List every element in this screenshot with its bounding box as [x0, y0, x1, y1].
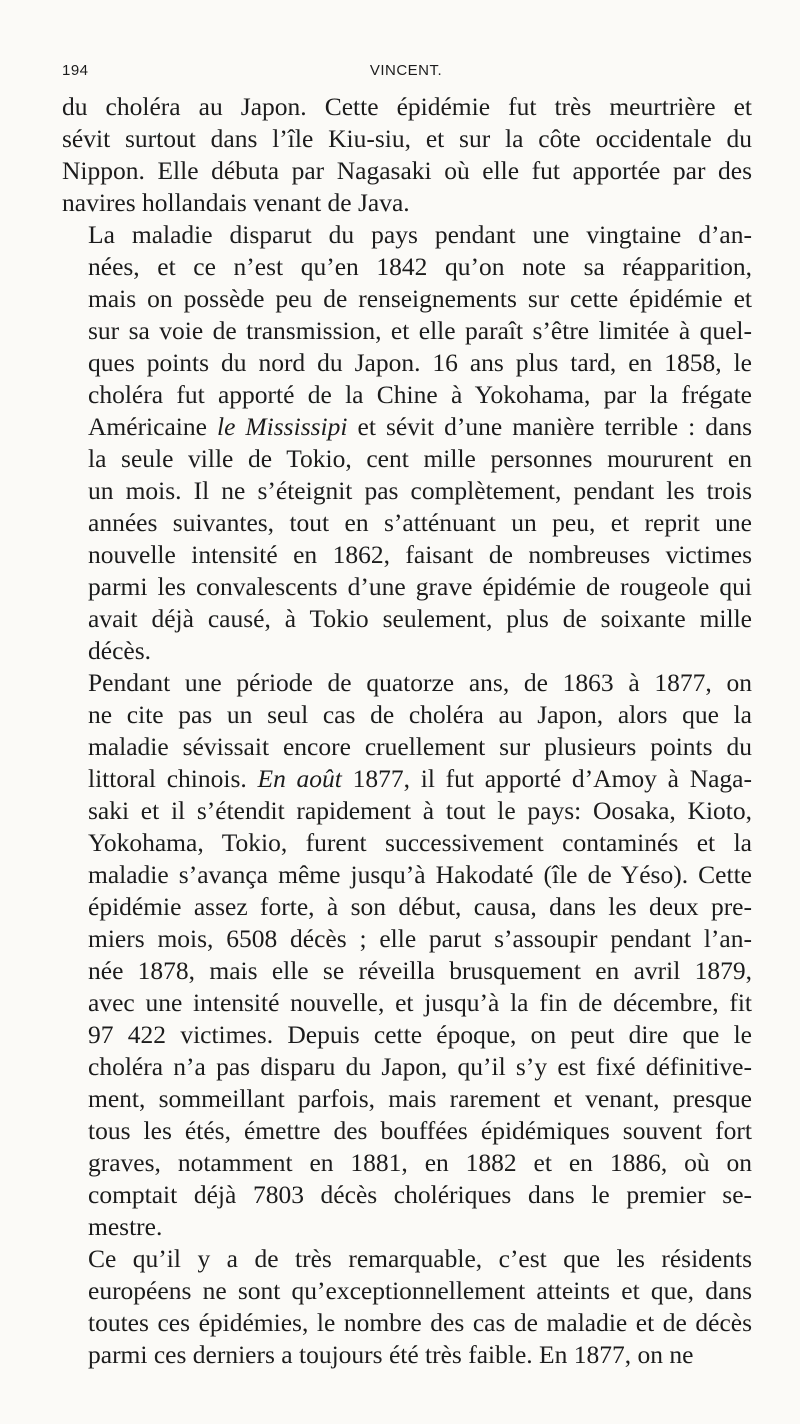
paragraph	[62, 1243, 752, 1371]
text-line: épidémie assez forte, à son début, causa, dans les deux pre-	[88, 892, 752, 921]
paragraph	[62, 219, 752, 667]
text-line: La maladie disparut du pays pendant une vingtaine d’an-	[88, 220, 752, 249]
text-line: du choléra au Japon. Cette épidémie fut très meurtrière et	[62, 92, 752, 121]
text-line: sévit surtout dans l’île Kiu-siu, et sur la côte occidentale du	[62, 124, 752, 153]
text-line: choléra fut apporté de la Chine à Yokohama, par la frégate	[88, 380, 752, 409]
text-line: parmi ces derniers a toujours été très faible. En 1877, on ne	[88, 1340, 694, 1369]
text-line: parmi les convalescents d’une grave épidémie de rougeole qui	[88, 572, 752, 601]
body-text	[62, 91, 752, 1371]
text-line: années suivantes, tout en s’atténuant un peu, et reprit une	[88, 508, 752, 537]
text-line: mais on possède peu de renseignements sur cette épidémie et	[88, 284, 752, 313]
text-line: littoral chinois. En août 1877, il fut apporté d’Amoy à Naga-	[88, 764, 752, 793]
text-line: toutes ces épidémies, le nombre des cas de maladie et de décès	[88, 1308, 752, 1337]
text-line: saki et il s’étendit rapidement à tout le pays: Oosaka, Kioto,	[88, 796, 752, 825]
text-line: nées, et ce n’est qu’en 1842 qu’on note sa réapparition,	[88, 252, 752, 281]
text-line: mestre.	[88, 1212, 163, 1241]
running-header	[62, 62, 750, 88]
paragraph	[62, 667, 752, 1243]
text-line: européens ne sont qu’exceptionnellement atteints et que, dans	[88, 1276, 752, 1305]
text-line: la seule ville de Tokio, cent mille personnes moururent en	[88, 444, 752, 473]
text-line: 97 422 victimes. Depuis cette époque, on peut dire que le	[88, 1020, 752, 1049]
text-line: Ce qu’il y a de très remarquable, c’est que les résidents	[88, 1244, 752, 1273]
text-line: sur sa voie de transmission, et elle paraît s’être limitée à quel-	[88, 316, 752, 345]
text-line: maladie sévissait encore cruellement sur plusieurs points du	[88, 732, 752, 761]
text-line: choléra n’a pas disparu du Japon, qu’il s’y est fixé définitive-	[88, 1052, 752, 1081]
text-line: ment, sommeillant parfois, mais rarement et venant, presque	[88, 1084, 752, 1113]
text-line: graves, notamment en 1881, en 1882 et en 1886, où on	[88, 1148, 752, 1177]
text-line: ne cite pas un seul cas de choléra au Japon, alors que la	[88, 700, 752, 729]
text-line: tous les étés, émettre des bouffées épidémiques souvent fort	[88, 1116, 752, 1145]
text-line: décès.	[88, 636, 152, 665]
text-line: maladie s’avança même jusqu’à Hakodaté (île de Yéso). Cette	[88, 860, 752, 889]
text-line: comptait déjà 7803 décès cholériques dans le premier se-	[88, 1180, 752, 1209]
text-line: avait déjà causé, à Tokio seulement, plus de soixante mille	[88, 604, 752, 633]
text-line: née 1878, mais elle se réveilla brusquement en avril 1879,	[88, 956, 752, 985]
text-line: Yokohama, Tokio, furent successivement contaminés et la	[88, 828, 752, 857]
text-line: navires hollandais venant de Java.	[62, 188, 410, 217]
paragraph	[62, 91, 752, 219]
text-line: un mois. Il ne s’éteignit pas complètement, pendant les trois	[88, 476, 752, 505]
page-number: 194	[62, 62, 89, 79]
text-line: miers mois, 6508 décès ; elle parut s’assoupir pendant l’an-	[88, 924, 752, 953]
text-line: nouvelle intensité en 1862, faisant de nombreuses victimes	[88, 540, 752, 569]
running-title: VINCENT.	[369, 62, 443, 79]
text-line: Américaine le Mississipi et sévit d’une manière terrible : dans	[88, 412, 752, 441]
text-line: avec une intensité nouvelle, et jusqu’à la fin de décembre, fit	[88, 988, 752, 1017]
text-line: ques points du nord du Japon. 16 ans plus tard, en 1858, le	[88, 348, 752, 377]
text-line: Pendant une période de quatorze ans, de 1863 à 1877, on	[88, 668, 752, 697]
text-line: Nippon. Elle débuta par Nagasaki où elle fut apportée par des	[62, 156, 752, 185]
